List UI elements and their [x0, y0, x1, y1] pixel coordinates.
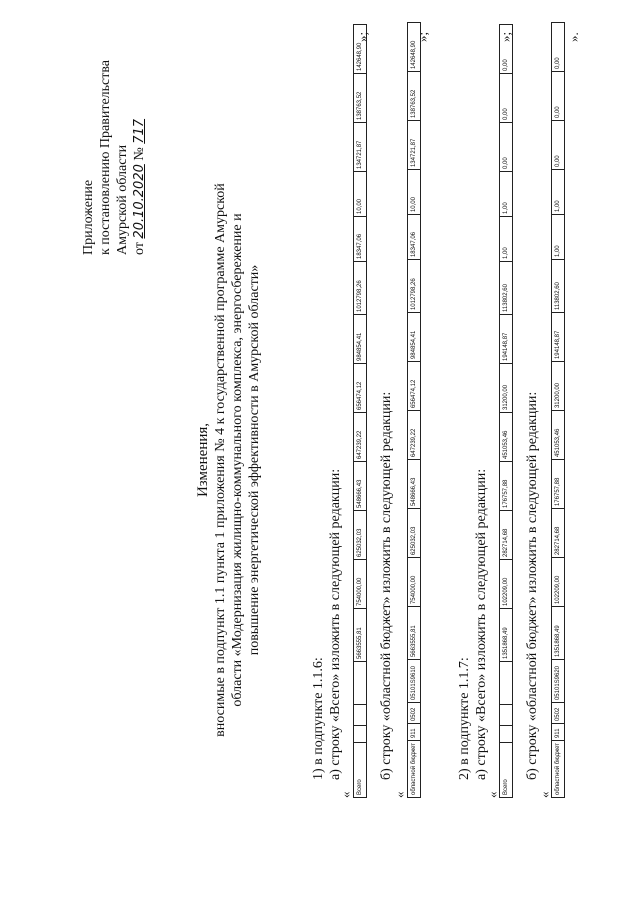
open-quote: «: [392, 791, 407, 798]
table-cell: 911: [408, 724, 421, 741]
date-prefix: от: [132, 242, 147, 255]
table-row: [552, 23, 565, 798]
table-cell: 984854,41: [354, 315, 367, 364]
appendix-header: [80, 25, 148, 255]
table-cell: 102209,00: [552, 558, 565, 607]
open-quote: «: [537, 791, 552, 798]
table-cell: 754000,00: [408, 558, 421, 607]
table-cell: 625032,03: [354, 511, 367, 560]
table-cell: 194148,87: [552, 313, 565, 362]
open-quote: «: [338, 791, 353, 798]
table-cell: [500, 705, 513, 726]
table-cell: 113802,60: [552, 260, 565, 313]
table-cell: 0,00: [552, 121, 565, 170]
table-cell: 984854,41: [408, 313, 421, 362]
table-cell: 754000,00: [354, 560, 367, 609]
handwritten-number: 717: [132, 118, 147, 144]
document-title: [195, 180, 263, 740]
section-2-a-text: а) строку «Всего» изложить в следующей редакции:: [474, 468, 489, 780]
section-2-b-text: б) строку «областной бюджет» изложить в следующей редакции:: [525, 391, 540, 780]
table-cell: 1012798,26: [354, 262, 367, 315]
title-heading: Изменения,: [195, 422, 211, 498]
table-cell: 0,00: [552, 23, 565, 72]
table-row: [408, 23, 421, 798]
table-cell: 142648,90: [354, 25, 367, 74]
table-cell: 0,00: [500, 25, 513, 74]
table-cell: 5663555,81: [354, 609, 367, 662]
table-cell: 1,00: [500, 172, 513, 217]
table-cell: 18347,06: [354, 217, 367, 262]
table-1-1-6-region: [407, 22, 421, 798]
table-cell: 176757,88: [552, 460, 565, 509]
table-cell: [354, 705, 367, 726]
appendix-line-1: Приложение: [81, 179, 96, 255]
row-label-cell: Всего: [354, 743, 367, 798]
table-cell: 1,00: [500, 217, 513, 262]
table-cell: 1351868,49: [500, 609, 513, 662]
table-cell: 0502: [552, 703, 565, 724]
section-1-heading: 1) в подпункте 1.1.6:: [311, 657, 326, 780]
section-1-b-text: б) строку «областной бюджет» изложить в следующей редакции:: [379, 391, 394, 780]
section-1-a-text: а) строку «Всего» изложить в следующей редакции:: [328, 468, 343, 780]
appendix-line-2: к постановлению Правительства: [98, 59, 113, 255]
table-cell: 0,00: [552, 72, 565, 121]
table-cell: 134721,87: [354, 123, 367, 172]
title-body: вносимые в подпункт 1.1 пункта 1 приложения № 4 к государственной программе Амурской области «Модернизация жилищно-коммунального комплекса, энергосбережение и повышение энергетической эффективности в Амурской области»: [213, 183, 262, 737]
table-cell: 18347,06: [408, 215, 421, 260]
table-cell: 548666,43: [354, 462, 367, 511]
table-cell: [500, 662, 513, 705]
table-cell: 0502: [408, 703, 421, 724]
table-cell: 10,00: [408, 170, 421, 215]
table-cell: [354, 662, 367, 705]
table-cell: [500, 726, 513, 743]
table-cell: 451053,46: [500, 413, 513, 462]
table-cell: 647239,22: [354, 413, 367, 462]
table-cell: 138763,52: [354, 74, 367, 123]
appendix-date-line: [131, 25, 148, 255]
row-label-cell: областной бюджет: [408, 741, 421, 798]
table-cell: 451053,46: [552, 411, 565, 460]
table-cell: 10,00: [354, 172, 367, 217]
rotated-document-page: [20, 15, 620, 890]
table-cell: 911: [552, 724, 565, 741]
table-cell: 134721,87: [408, 121, 421, 170]
table-cell: 194148,87: [500, 315, 513, 364]
table-cell: 282714,68: [500, 511, 513, 560]
table-cell: 5663555,81: [408, 607, 421, 660]
row-label-cell: областной бюджет: [552, 741, 565, 798]
table-cell: 05101S9610: [408, 660, 421, 703]
table-cell: 0,00: [500, 74, 513, 123]
handwritten-date: 20.10.2020: [132, 164, 147, 239]
table-cell: 1012798,26: [408, 260, 421, 313]
table-cell: 656474,12: [408, 362, 421, 411]
close-quote: »;: [498, 31, 513, 42]
table-cell: 282714,68: [552, 509, 565, 558]
table-cell: 1,00: [552, 215, 565, 260]
table-row: [354, 25, 367, 798]
close-quote: »;: [355, 31, 370, 42]
table-cell: 31200,00: [552, 362, 565, 411]
table-1-1-7-region: [551, 22, 565, 798]
table-cell: 548666,43: [408, 460, 421, 509]
close-quote: ».: [566, 32, 581, 42]
table-cell: 647239,22: [408, 411, 421, 460]
close-quote: »;: [415, 31, 430, 42]
table-1-1-6-total: [353, 24, 367, 798]
table-cell: 1,00: [552, 170, 565, 215]
table-cell: [354, 726, 367, 743]
table-cell: 31200,00: [500, 364, 513, 413]
open-quote: «: [485, 791, 500, 798]
section-2-heading: 2) в подпункте 1.1.7:: [457, 657, 472, 780]
row-label-cell: Всего: [500, 743, 513, 798]
table-cell: 176757,88: [500, 462, 513, 511]
table-cell: 142648,90: [408, 23, 421, 72]
table-cell: 138763,52: [408, 72, 421, 121]
table-cell: 625032,03: [408, 509, 421, 558]
table-cell: 1351868,49: [552, 607, 565, 660]
table-cell: 102209,00: [500, 560, 513, 609]
table-cell: 05101S9620: [552, 660, 565, 703]
table-row: [500, 25, 513, 798]
appendix-line-3: Амурской области: [115, 144, 130, 255]
table-cell: 113802,60: [500, 262, 513, 315]
table-1-1-7-total: [499, 24, 513, 798]
table-cell: 656474,12: [354, 364, 367, 413]
number-prefix: №: [132, 147, 147, 161]
table-cell: 0,00: [500, 123, 513, 172]
